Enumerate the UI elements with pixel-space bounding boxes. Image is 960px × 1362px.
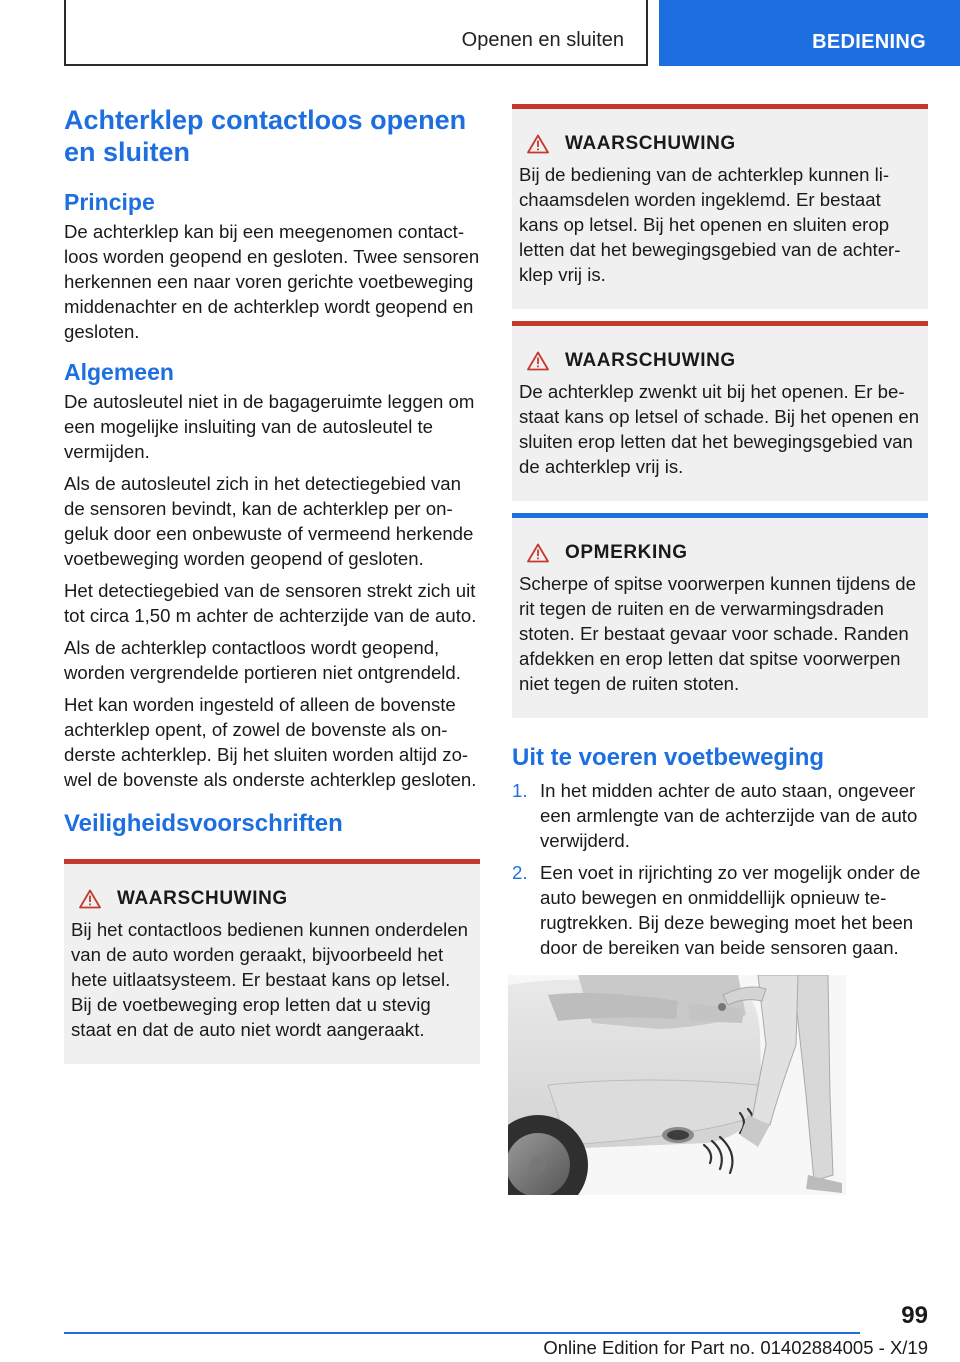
left-column bbox=[64, 104, 480, 1064]
general-paragraph: Als de achterklep contactloos wordt geopend, worden vergrendelde portieren niet ontgrendeld. bbox=[64, 637, 461, 683]
list-item bbox=[512, 778, 928, 853]
warning-text: Bij de bediening van de achterklep kunnen lichaamsdelen worden ingeklemd. Er bestaat kans op letsel. Bij het openen en sluiten erop letten dat het bewegingsgebied van de achterklep vrij is. bbox=[519, 164, 901, 285]
safety-heading: Veiligheidsvoorschriften bbox=[64, 810, 343, 837]
note-text: Scherpe of spitse voorwerpen kunnen tijdens de rit tegen de ruiten en de verwarmingsdraden stoten. Er bestaat gevaar voor schade. Randen afdekken en erop letten dat spitse voorwerpen niet tegen de ruiten stoten. bbox=[519, 573, 916, 694]
step-text: In het midden achter de auto staan, ongeveer een armlengte van de achterzijde van de auto verwijderd. bbox=[540, 780, 918, 851]
warning-triangle-icon bbox=[527, 351, 549, 371]
note-label: OPMERKING bbox=[565, 542, 688, 563]
page-number: 99 bbox=[901, 1302, 928, 1329]
warning-label: WAARSCHUWING bbox=[565, 350, 736, 371]
general-heading: Algemeen bbox=[64, 359, 174, 385]
step-number: 2. bbox=[512, 862, 528, 883]
footer-edition: Online Edition for Part no. 01402884005 - X/19 bbox=[543, 1337, 928, 1358]
header-section-title: Openen en sluiten bbox=[461, 29, 624, 51]
general-paragraph: Het detectiegebied van de sensoren strekt zich uit tot circa 1,50 m achter de achterzijde van de auto. bbox=[64, 580, 477, 626]
step-number: 1. bbox=[512, 780, 528, 801]
header-section-box bbox=[64, 0, 648, 66]
motion-steps-list bbox=[512, 778, 928, 960]
right-column bbox=[512, 104, 928, 967]
general-paragraph: Als de autosleutel zich in het detectiegebied van de sensoren bevindt, kan de achterklep per ongeluk door een onbewuste of vermeend herkende voetbeweging worden geopend of gesloten. bbox=[64, 473, 474, 569]
header-chapter-tab bbox=[659, 0, 960, 66]
warning-triangle-icon bbox=[79, 889, 101, 909]
footer-divider bbox=[64, 1332, 860, 1334]
warning-box-swing bbox=[512, 321, 928, 501]
foot-motion-illustration bbox=[508, 975, 846, 1195]
warning-box-contactless bbox=[64, 859, 480, 1064]
principle-text: De achterklep kan bij een meegenomen contactloos worden geopend en gesloten. Twee sensoren herkennen een naar voren gerichte voetbeweging middenachter en de achterklep wordt geopend en gesloten. bbox=[64, 221, 480, 342]
warning-triangle-icon bbox=[527, 134, 549, 154]
note-box-sharp-objects bbox=[512, 513, 928, 718]
warning-label: WAARSCHUWING bbox=[117, 888, 288, 909]
warning-triangle-icon bbox=[527, 543, 549, 563]
step-text: Een voet in rijrichting zo ver mogelijk onder de auto bewegen en onmiddellijk opnieuw terugtrekken. Bij deze beweging moet het been door de bereiken van beide sensoren gaan. bbox=[540, 862, 921, 958]
header-chapter-label: BEDIENING bbox=[812, 31, 926, 53]
warning-text: Bij het contactloos bedienen kunnen onderdelen van de auto worden geraakt, bijvoorbeeld het hete uitlaatsysteem. Er bestaat kans op letsel. Bij de voetbeweging erop letten dat u stevig staat en dat de auto niet wordt aangeraakt. bbox=[71, 919, 468, 1040]
page-title: Achterklep contactloos openen en sluiten bbox=[64, 105, 467, 167]
warning-label: WAARSCHUWING bbox=[565, 133, 736, 154]
warning-box-pinch bbox=[512, 104, 928, 309]
warning-text: De achterklep zwenkt uit bij het openen. Er bestaat kans op letsel of schade. Bij het openen en sluiten erop letten dat het bewegingsgebied van de achterklep vrij is. bbox=[519, 381, 920, 477]
car-rear-kick-illustration bbox=[508, 975, 846, 1195]
general-paragraph: De autosleutel niet in de bagageruimte leggen om een mogelijke insluiting van de autosleutel te vermijden. bbox=[64, 391, 475, 462]
general-paragraph: Het kan worden ingesteld of alleen de bovenste achterklep opent, of zowel de bovenste als onderste achterklep. Bij het sluiten worden altijd zowel de bovenste als onderste achterklep gesloten. bbox=[64, 694, 477, 790]
principle-heading: Principe bbox=[64, 189, 155, 215]
motion-heading: Uit te voeren voetbeweging bbox=[512, 744, 825, 771]
list-item bbox=[512, 860, 928, 960]
